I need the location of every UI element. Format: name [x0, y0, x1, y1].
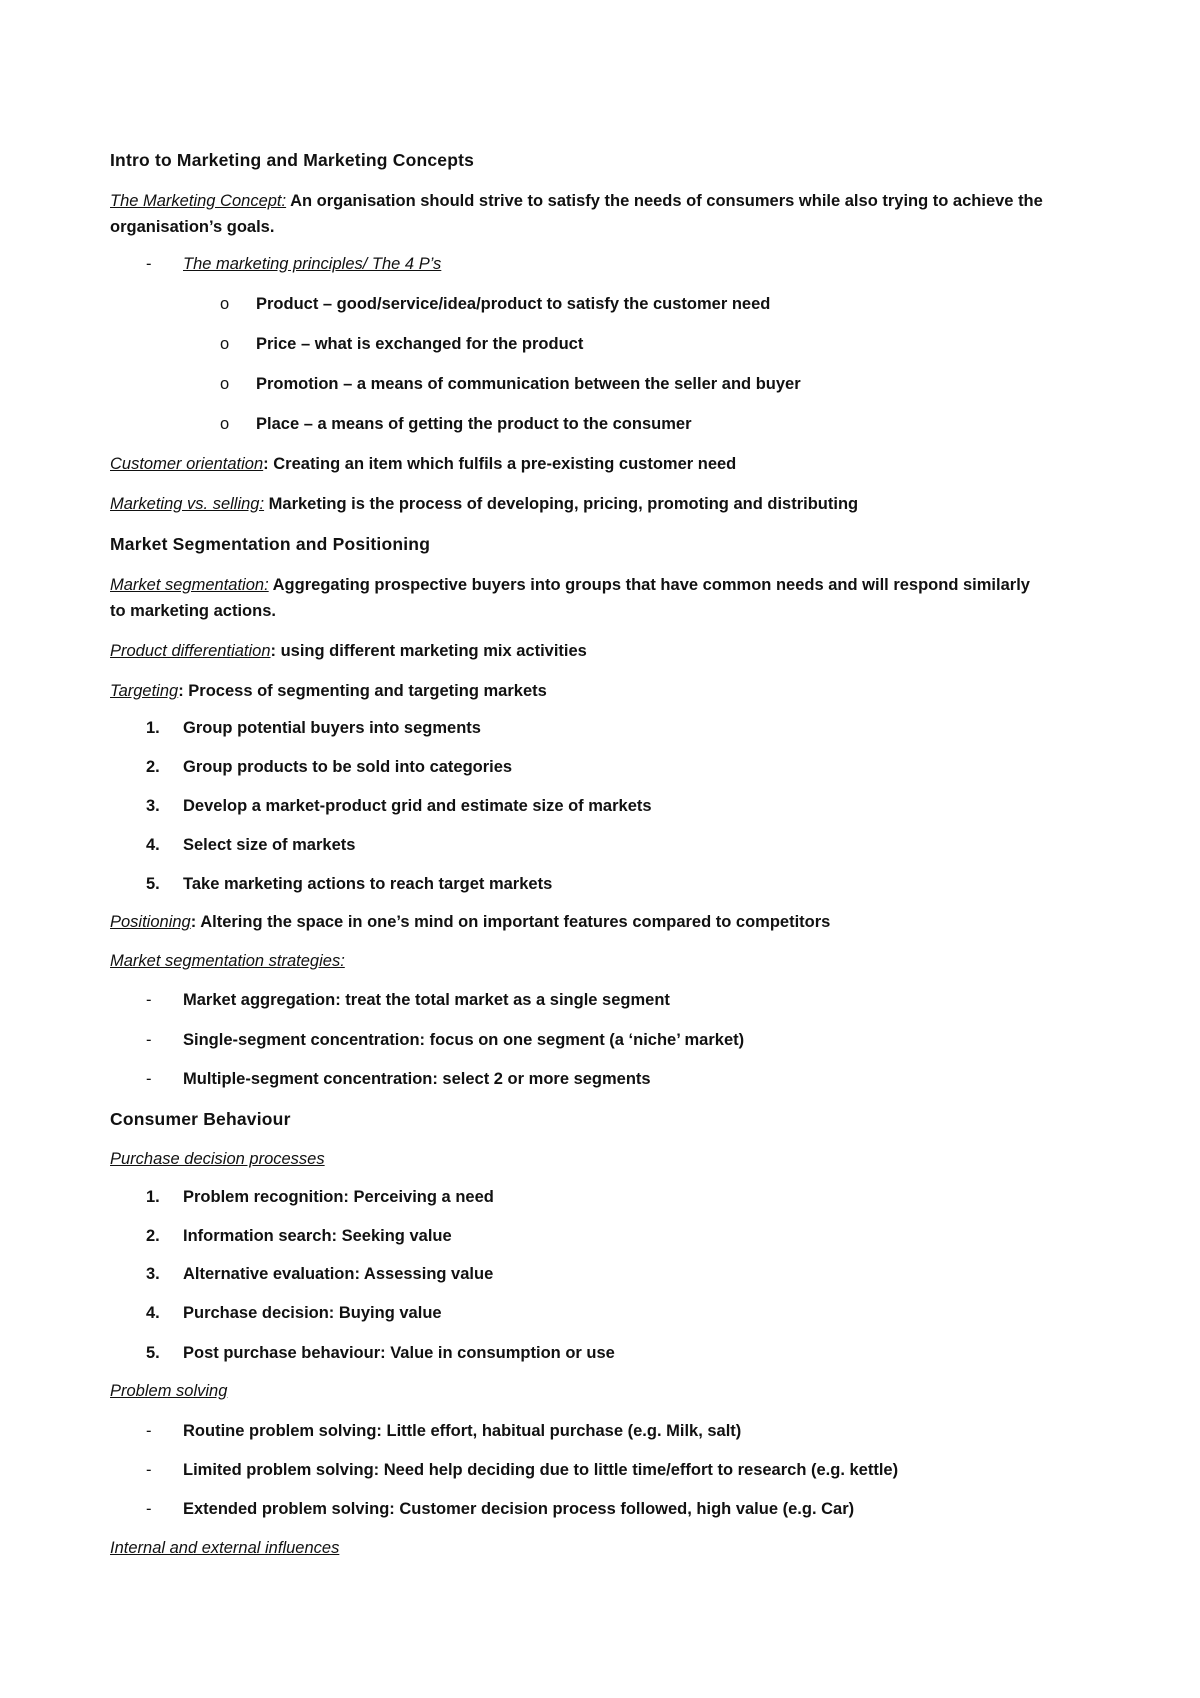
- list-item: Price – what is exchanged for the product: [256, 335, 584, 353]
- definition-text: : using different marketing mix activities: [270, 642, 587, 660]
- section-heading-segmentation: Market Segmentation and Positioning: [110, 534, 431, 554]
- positioning-paragraph: [110, 911, 830, 933]
- definition-text: : Altering the space in one’s mind on important features compared to competitors: [190, 913, 831, 931]
- principles-label: The marketing principles/ The 4 P’s: [183, 255, 442, 273]
- definition-text: An organisation should strive to satisfy the needs of consumers while also trying to achieve the: [286, 192, 1043, 210]
- term-label: Customer orientation: [110, 455, 264, 473]
- dash-marker: -: [146, 1500, 152, 1518]
- circle-marker: o: [220, 415, 230, 433]
- list-item: Limited problem solving: Need help deciding due to little time/effort to research (e.g. kettle): [183, 1461, 899, 1479]
- circle-marker: o: [220, 375, 230, 393]
- list-item: Routine problem solving: Little effort, habitual purchase (e.g. Milk, salt): [183, 1422, 742, 1440]
- term-label: Positioning: [110, 913, 191, 931]
- number-marker: 3.: [146, 797, 160, 815]
- definition-text: to marketing actions.: [110, 602, 276, 620]
- number-marker: 4.: [146, 836, 160, 854]
- list-item: Product – good/service/idea/product to satisfy the customer need: [256, 295, 771, 313]
- number-marker: 2.: [146, 758, 160, 776]
- list-item: Alternative evaluation: Assessing value: [183, 1265, 494, 1283]
- dash-marker: -: [146, 991, 152, 1009]
- dash-marker: -: [146, 1422, 152, 1440]
- problem-solving-label: Problem solving: [110, 1382, 228, 1400]
- influences-label: Internal and external influences: [110, 1539, 340, 1557]
- purchase-decision-label: Purchase decision processes: [110, 1150, 325, 1168]
- definition-text: Aggregating prospective buyers into groups that have common needs and will respond similarly: [268, 576, 1030, 594]
- section-heading-intro: Intro to Marketing and Marketing Concepts: [110, 150, 475, 170]
- targeting-paragraph: [110, 680, 547, 702]
- list-item: Take marketing actions to reach target markets: [183, 875, 553, 893]
- strategies-label: Market segmentation strategies:: [110, 952, 345, 970]
- number-marker: 3.: [146, 1265, 160, 1283]
- definition-text: : Creating an item which fulfils a pre-existing customer need: [263, 455, 737, 473]
- list-item: Group products to be sold into categories: [183, 758, 513, 776]
- list-item: Promotion – a means of communication between the seller and buyer: [256, 375, 801, 393]
- list-item: Place – a means of getting the product to the consumer: [256, 415, 692, 433]
- number-marker: 4.: [146, 1304, 160, 1322]
- dash-marker: -: [146, 1070, 152, 1088]
- list-item: Information search: Seeking value: [183, 1227, 452, 1245]
- list-item: Develop a market-product grid and estimate size of markets: [183, 797, 652, 815]
- list-item: Extended problem solving: Customer decision process followed, high value (e.g. Car): [183, 1500, 855, 1518]
- list-item: Post purchase behaviour: Value in consumption or use: [183, 1344, 615, 1362]
- list-item: Single-segment concentration: focus on one segment (a ‘niche’ market): [183, 1031, 745, 1049]
- number-marker: 1.: [146, 1188, 160, 1206]
- dash-marker: -: [146, 1031, 152, 1049]
- list-item: Market aggregation: treat the total market as a single segment: [183, 991, 670, 1009]
- number-marker: 5.: [146, 875, 160, 893]
- list-item: Purchase decision: Buying value: [183, 1304, 442, 1322]
- definition-text: : Process of segmenting and targeting markets: [178, 682, 547, 700]
- term-label: Marketing vs. selling:: [110, 495, 265, 513]
- dash-marker: -: [146, 255, 152, 273]
- definition-text: organisation’s goals.: [110, 218, 275, 236]
- market-segmentation-paragraph: [110, 574, 1030, 596]
- list-item: Select size of markets: [183, 836, 356, 854]
- term-label: Market segmentation:: [110, 576, 269, 594]
- circle-marker: o: [220, 295, 230, 313]
- number-marker: 5.: [146, 1344, 160, 1362]
- marketing-concept-paragraph: [110, 190, 1043, 212]
- definition-text: Marketing is the process of developing, pricing, promoting and distributing: [264, 495, 859, 513]
- circle-marker: o: [220, 335, 230, 353]
- number-marker: 2.: [146, 1227, 160, 1245]
- marketing-vs-selling-paragraph: [110, 493, 858, 515]
- customer-orientation-paragraph: [110, 453, 736, 475]
- term-label: Targeting: [110, 682, 179, 700]
- section-heading-consumer-behaviour: Consumer Behaviour: [110, 1109, 291, 1129]
- dash-marker: -: [146, 1461, 152, 1479]
- term-label: Product differentiation: [110, 642, 271, 660]
- term-label: The Marketing Concept:: [110, 192, 287, 210]
- list-item: Group potential buyers into segments: [183, 719, 481, 737]
- list-item: Problem recognition: Perceiving a need: [183, 1188, 494, 1206]
- number-marker: 1.: [146, 719, 160, 737]
- list-item: Multiple-segment concentration: select 2 or more segments: [183, 1070, 651, 1088]
- product-differentiation-paragraph: [110, 640, 587, 662]
